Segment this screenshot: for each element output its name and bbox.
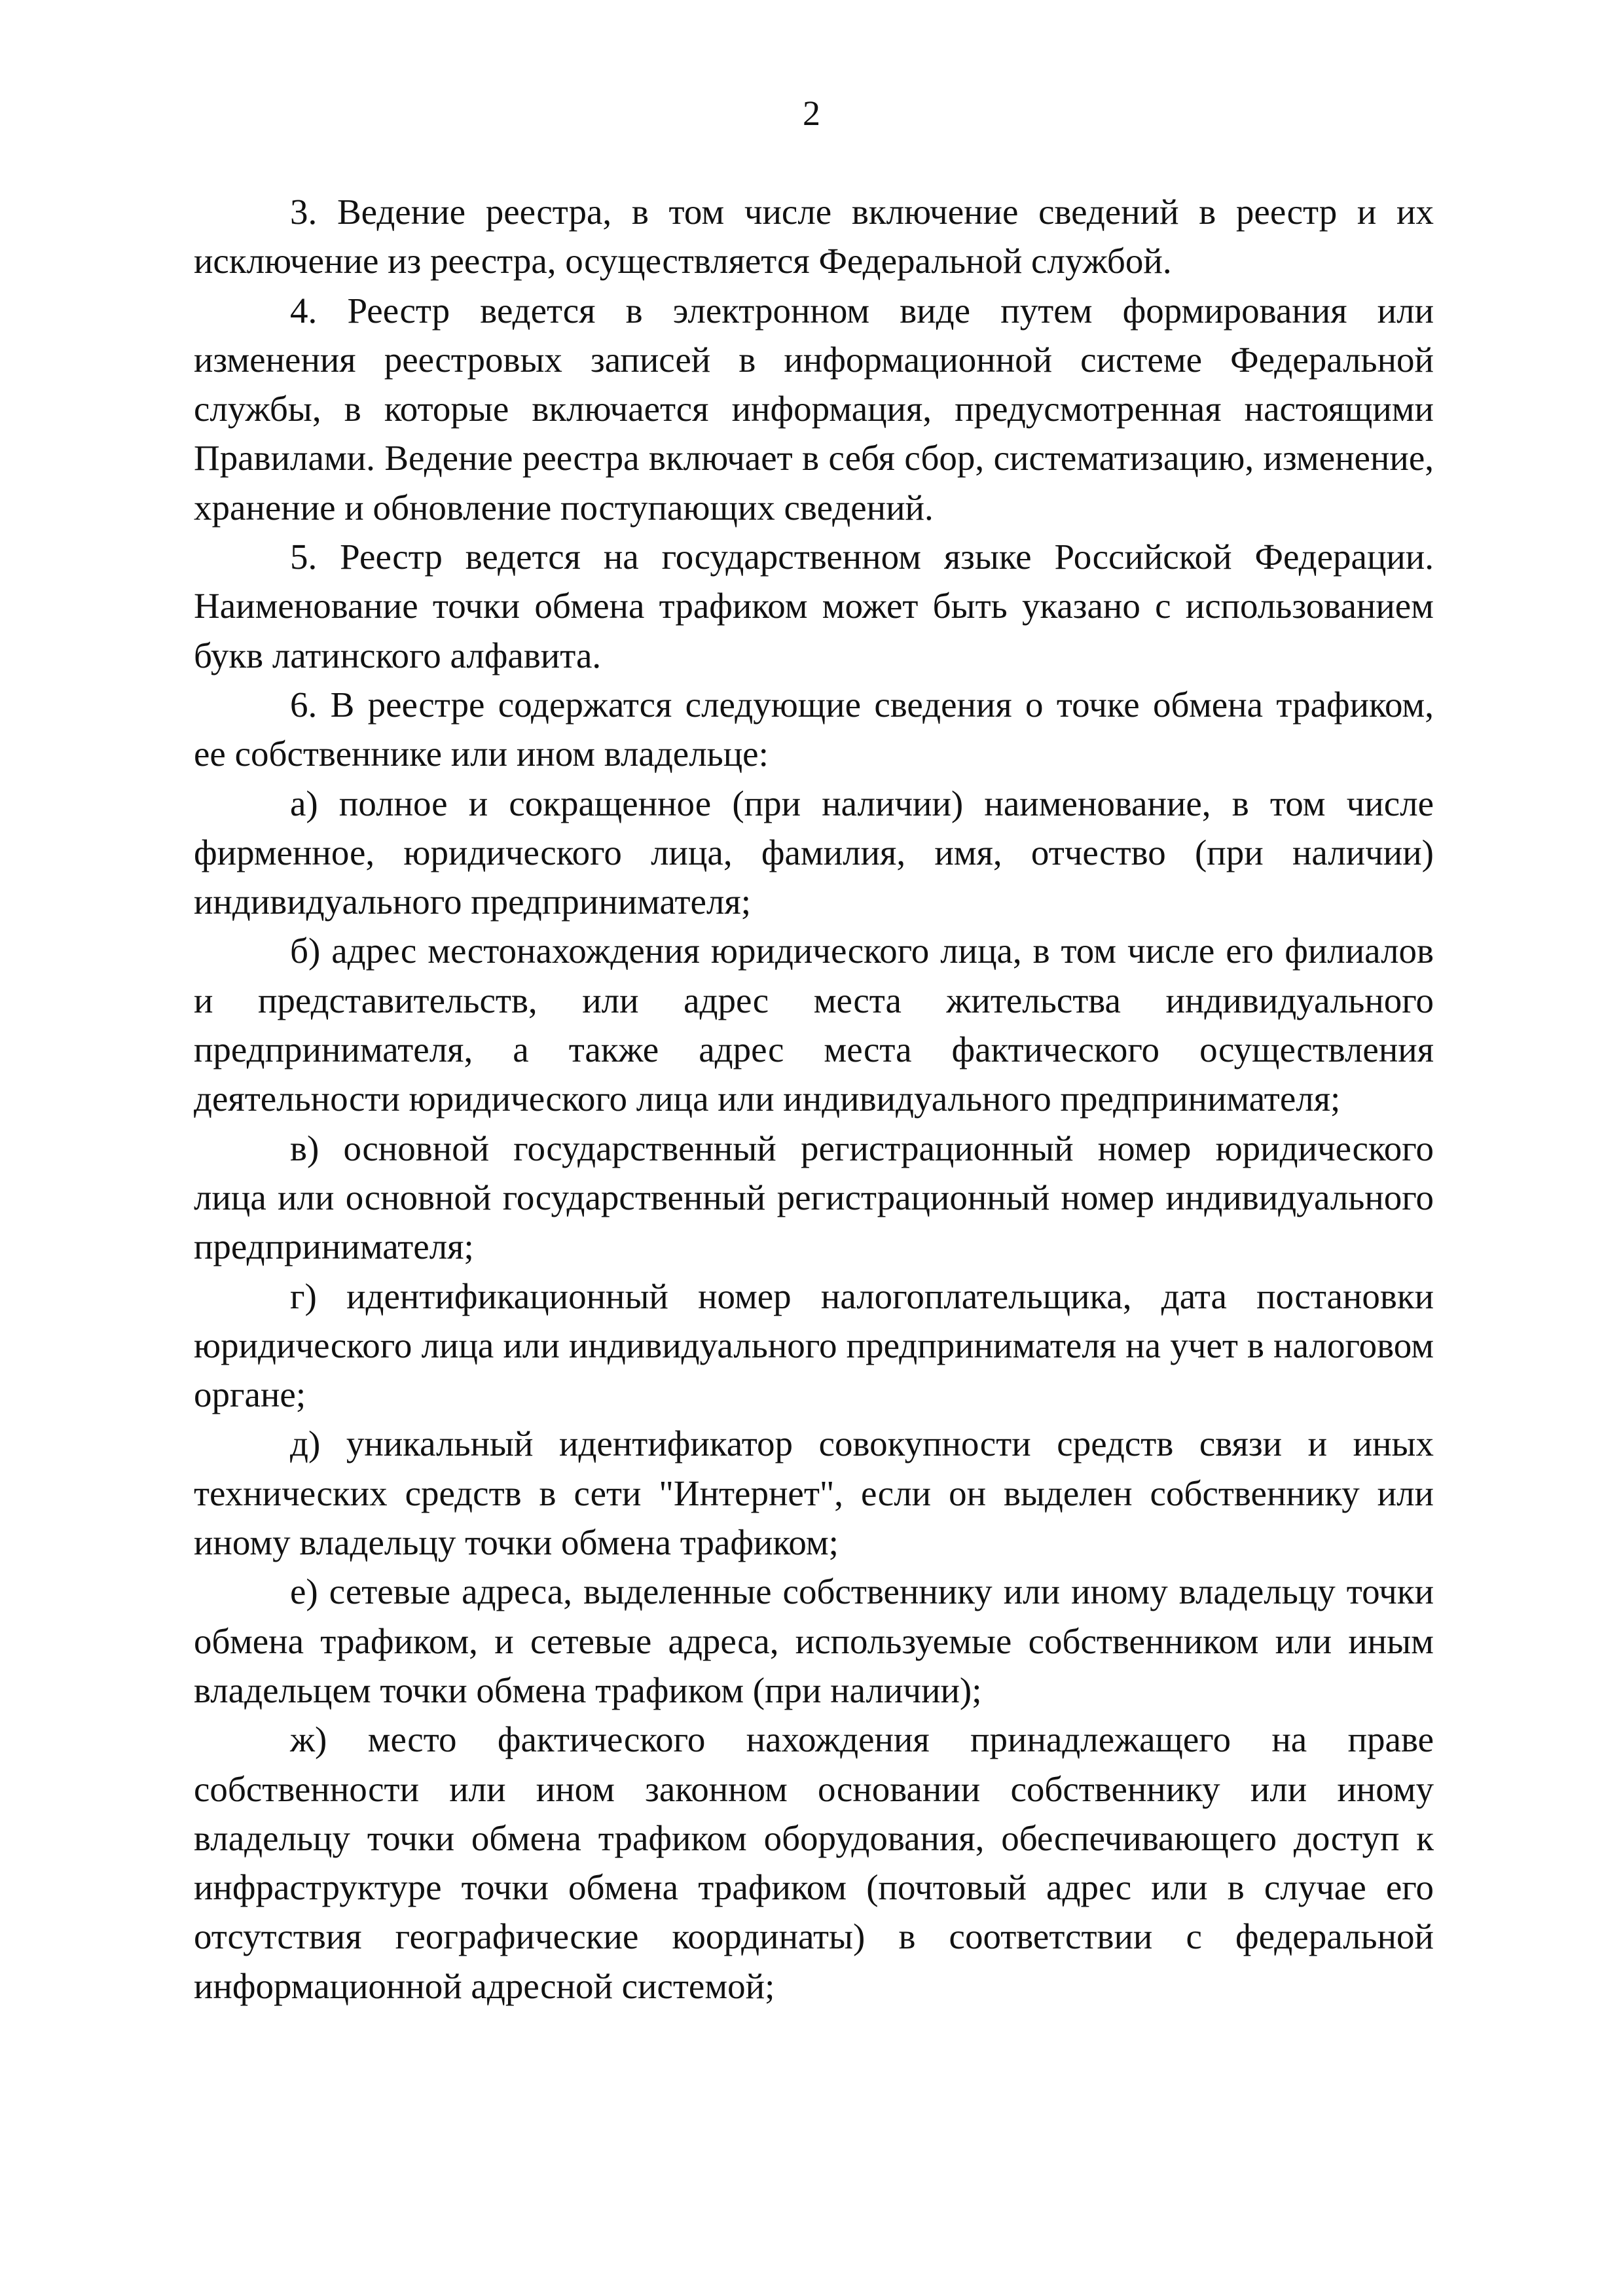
document-body — [194, 187, 1434, 2011]
list-item-zh: ж) место фактического нахождения принадлежащего на праве собственности или ином законном основании собственнику или иному владельцу точки обмена трафиком оборудования, обеспечивающего доступ к инфраструктуре точки обмена трафиком (почтовый адрес или в случае его отсутствия географические координаты) в соответствии с федеральной информационной адресной системой; — [194, 1719, 1434, 2006]
paragraph-4: 4. Реестр ведется в электронном виде путем формирования или изменения реестровых записей в информационной системе Федеральной службы, в которые включается информация, предусмотренная настоящими Правилами. Ведение реестра включает в себя сбор, систематизацию, изменение, хранение и обновление поступающих сведений. — [194, 290, 1434, 528]
list-item-e: е) сетевые адреса, выделенные собственнику или иному владельцу точки обмена трафиком, и сетевые адреса, используемые собственником или иным владельцем точки обмена трафиком (при наличии); — [194, 1571, 1434, 1710]
list-item-v: в) основной государственный регистрационный номер юридического лица или основной государственный регистрационный номер индивидуального предпринимателя; — [194, 1128, 1434, 1267]
list-item-d: д) уникальный идентификатор совокупности средств связи и иных технических средств в сети "Интернет", если он выделен собственнику или иному владельцу точки обмена трафиком; — [194, 1424, 1434, 1563]
paragraph-5: 5. Реестр ведется на государственном языке Российской Федерации. Наименование точки обмена трафиком может быть указано с использованием букв латинского алфавита. — [194, 537, 1434, 675]
page-number: 2 — [803, 94, 820, 133]
list-item-a: а) полное и сокращенное (при наличии) наименование, в том числе фирменное, юридического лица, фамилия, имя, отчество (при наличии) индивидуального предпринимателя; — [194, 783, 1434, 922]
list-item-b: б) адрес местонахождения юридического лица, в том числе его филиалов и представительств, или адрес места жительства индивидуального предпринимателя, а также адрес места фактического осуществления деятельности юридического лица или индивидуального предпринимателя; — [194, 931, 1434, 1119]
paragraph-3: 3. Ведение реестра, в том числе включение сведений в реестр и их исключение из реестра, осуществляется Федеральной службой. — [194, 192, 1434, 281]
paragraph-6: 6. В реестре содержатся следующие сведения о точке обмена трафиком, ее собственнике или ином владельце: — [194, 684, 1434, 774]
list-item-g: г) идентификационный номер налогоплательщика, дата постановки юридического лица или индивидуального предпринимателя на учет в налоговом органе; — [194, 1276, 1434, 1415]
